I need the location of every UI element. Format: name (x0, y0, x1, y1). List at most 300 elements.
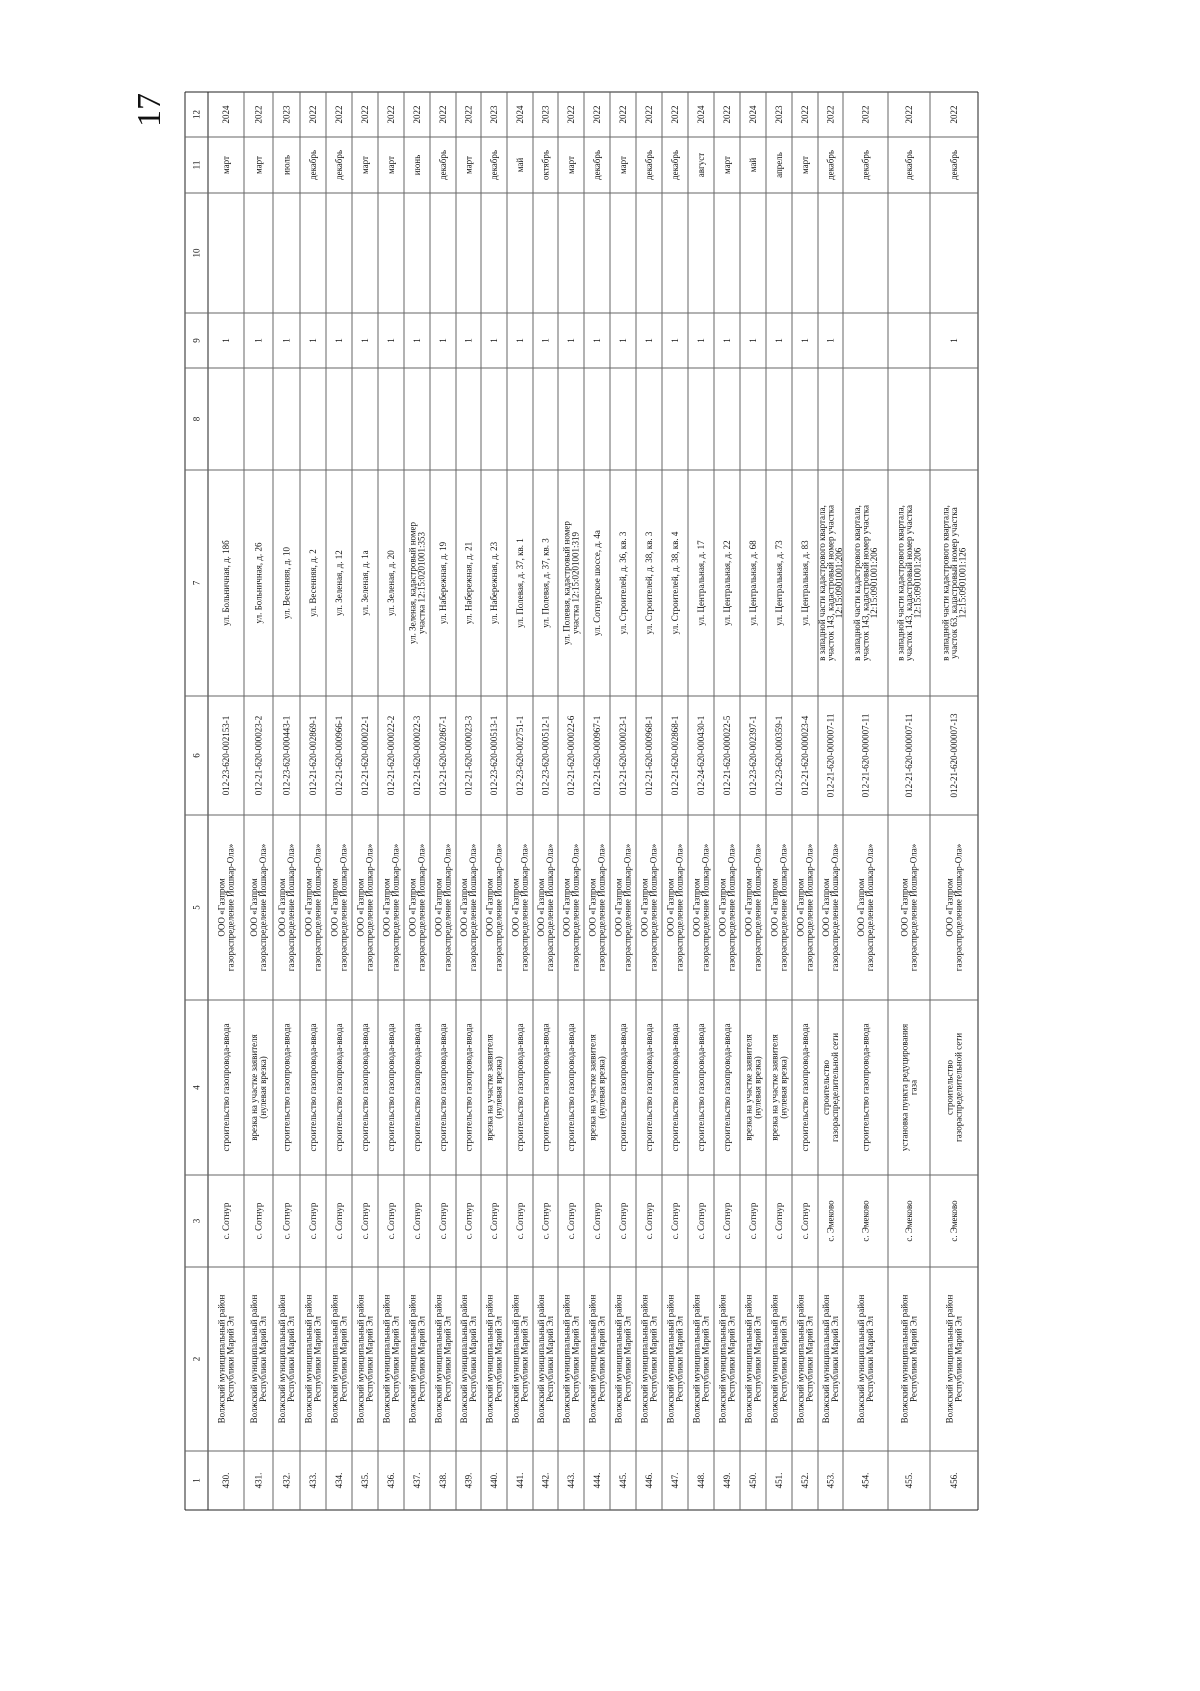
address-cell: участок 143, кадастровый номер участка (860, 505, 871, 661)
organization-cell: газораспределение Йошкар-Ола» (622, 843, 633, 972)
tech-conditions-code-cell: 012-23-620-002751-1 (515, 715, 525, 796)
month-cell: декабрь (489, 150, 499, 180)
organization-cell: ООО «Газпром (613, 878, 624, 937)
month-cell: декабрь (334, 150, 344, 180)
locality-cell: с. Сотнур (592, 1202, 602, 1240)
address-cell: 12:15:0901001:126 (957, 547, 968, 619)
address-cell: ул. Полевая, д. 37, кв. 3 (540, 538, 551, 628)
row-number: 446. (644, 1472, 654, 1489)
table-cells (192, 105, 968, 1488)
month-cell: декабрь (644, 150, 654, 180)
locality-cell: с. Эмеково (949, 1200, 959, 1242)
tech-conditions-code-cell: 012-21-620-000023-1 (618, 715, 628, 796)
work-type-cell: строительство газопровода-ввода (412, 1023, 422, 1152)
tech-conditions-code-cell: 012-23-620-000513-1 (489, 715, 499, 796)
district-cell: Волжский муниципальный район (587, 1294, 598, 1424)
district-cell: Волжский муниципальный район (407, 1294, 418, 1424)
count-cell: 1 (800, 338, 810, 343)
count-cell: 1 (334, 338, 344, 343)
row-number: 432. (281, 1472, 292, 1489)
month-cell: март (566, 156, 576, 174)
district-cell: Волжский муниципальный район (536, 1294, 547, 1424)
row-number: 440. (489, 1472, 499, 1489)
organization-cell: ООО «Газпром (743, 878, 754, 937)
row-number: 454. (860, 1472, 871, 1489)
organization-cell: газораспределение Йошкар-Ола» (752, 843, 763, 972)
year-cell: 2022 (566, 105, 576, 124)
district-cell: Республики Марий Эл (225, 1315, 236, 1403)
organization-cell: газораспределение Йошкар-Ола» (364, 843, 375, 972)
district-cell: Республики Марий Эл (285, 1315, 296, 1403)
column-header: 3 (191, 1218, 202, 1224)
page-number: 17 (131, 93, 168, 127)
work-type-cell: строительство газопровода-ввода (566, 1023, 576, 1152)
tech-conditions-code-cell: 012-21-620-000022-2 (386, 715, 396, 796)
row-number: 437. (412, 1472, 422, 1489)
work-type-cell: (нулевая врезка) (257, 1056, 268, 1119)
row-number: 445. (618, 1472, 628, 1489)
row-number: 438. (438, 1472, 448, 1489)
district-cell: Волжский муниципальный район (484, 1294, 495, 1424)
tech-conditions-code-cell: 012-21-620-000966-1 (334, 715, 344, 796)
address-cell: ул. Строителей, д. 38, кв. 4 (670, 531, 680, 635)
address-cell: ул. Полевая, д. 37, кв. 1 (515, 538, 525, 628)
locality-cell: с. Эмеково (860, 1200, 871, 1242)
tech-conditions-code-cell: 012-21-620-000022-3 (412, 715, 422, 796)
organization-cell: газораспределение Йошкар-Ола» (674, 843, 685, 972)
locality-cell: с. Сотнур (722, 1202, 732, 1240)
month-cell: декабрь (670, 150, 680, 180)
count-cell: 1 (722, 338, 732, 343)
organization-cell: ООО «Газпром (249, 878, 260, 937)
district-cell: Волжский муниципальный район (856, 1294, 867, 1424)
month-cell: октябрь (540, 150, 551, 180)
tech-conditions-code-cell: 012-21-620-000968-1 (644, 715, 654, 796)
locality-cell: с. Сотнур (386, 1202, 396, 1240)
work-type-cell: строительство газопровода-ввода (515, 1023, 525, 1152)
count-cell: 1 (463, 338, 474, 343)
district-cell: Республики Марий Эл (519, 1315, 530, 1403)
organization-cell: газораспределение Йошкар-Ола» (338, 843, 349, 972)
address-cell: участок 63, кадастровый номер участка (949, 507, 959, 659)
year-cell: 2022 (360, 105, 370, 124)
row-number: 447. (670, 1472, 680, 1489)
organization-cell: газораспределение Йошкар-Ола» (390, 843, 401, 972)
count-cell: 1 (644, 338, 654, 343)
month-cell: декабрь (438, 150, 448, 180)
organization-cell: ООО «Газпром (407, 878, 418, 937)
district-cell: Республики Марий Эл (829, 1315, 840, 1403)
locality-cell: с. Сотнур (696, 1202, 706, 1240)
locality-cell: с. Сотнур (748, 1202, 758, 1240)
column-header: 10 (191, 248, 202, 258)
locality-cell: с. Сотнур (463, 1202, 474, 1240)
organization-cell: ООО «Газпром (381, 878, 392, 937)
count-cell: 1 (386, 338, 396, 343)
district-cell: Волжский муниципальный район (639, 1294, 650, 1424)
address-cell: участок 143, кадастровый номер участка (904, 505, 914, 661)
year-cell: 2022 (253, 105, 264, 124)
month-cell: май (748, 157, 758, 173)
organization-cell: газораспределение Йошкар-Ола» (778, 843, 789, 972)
tech-conditions-code-cell: 012-21-620-002869-1 (308, 715, 318, 796)
row-number: 431. (253, 1472, 264, 1489)
work-type-cell: строительство газопровода-ввода (800, 1023, 810, 1152)
count-cell: 1 (592, 338, 602, 343)
tech-conditions-code-cell: 012-21-620-000022-5 (722, 715, 732, 796)
district-cell: Волжский муниципальный район (277, 1294, 288, 1424)
district-cell: Волжский муниципальный район (899, 1294, 910, 1424)
month-cell: апрель (774, 152, 784, 178)
organization-cell: газораспределение Йошкар-Ола» (544, 843, 555, 972)
row-number: 450. (748, 1472, 758, 1489)
organization-cell: газораспределение Йошкар-Ола» (864, 843, 875, 972)
work-type-cell: установка пункта редуцирования (899, 1023, 910, 1152)
work-type-cell: (нулевая врезка) (596, 1056, 607, 1119)
work-type-cell: строительство газопровода-ввода (670, 1023, 680, 1152)
count-cell: 1 (281, 338, 292, 343)
organization-cell: ООО «Газпром (303, 878, 314, 937)
tech-conditions-code-cell: 012-21-620-000022-1 (360, 715, 370, 796)
year-cell: 2022 (722, 105, 732, 124)
year-cell: 2024 (696, 105, 706, 124)
district-cell: Республики Марий Эл (544, 1315, 555, 1403)
count-cell: 1 (412, 338, 422, 343)
address-cell: в западной части кадастрового квартала, (940, 505, 951, 661)
row-number: 434. (334, 1472, 344, 1489)
district-cell: Волжский муниципальный район (944, 1294, 955, 1424)
organization-cell: ООО «Газпром (433, 878, 444, 937)
organization-cell: ООО «Газпром (355, 878, 366, 937)
column-header: 9 (191, 338, 202, 343)
organization-cell: ООО «Газпром (587, 878, 598, 937)
address-cell: 12:15:0901001:206 (834, 547, 845, 619)
row-number: 449. (722, 1472, 732, 1489)
organization-cell: ООО «Газпром (899, 878, 910, 937)
tech-conditions-code-cell: 012-21-620-000967-1 (592, 715, 602, 796)
month-cell: май (515, 157, 525, 173)
district-cell: Волжский муниципальный район (613, 1294, 624, 1424)
work-type-cell: строительство газопровода-ввода (860, 1023, 871, 1152)
organization-cell: ООО «Газпром (769, 878, 780, 937)
count-cell: 1 (748, 338, 758, 343)
work-type-cell: строительство газопровода-ввода (644, 1023, 654, 1152)
year-cell: 2022 (386, 105, 396, 124)
organization-cell: ООО «Газпром (717, 878, 728, 937)
organization-cell: ООО «Газпром (329, 878, 340, 937)
district-cell: Волжский муниципальный район (769, 1294, 780, 1424)
district-cell: Волжский муниципальный район (216, 1294, 227, 1424)
district-cell: Волжский муниципальный район (510, 1294, 521, 1424)
year-cell: 2022 (644, 105, 654, 124)
work-type-cell: врезка на участке заявителя (587, 1034, 598, 1141)
row-number: 439. (463, 1472, 474, 1489)
tech-conditions-code-cell: 012-21-620-000007-11 (825, 713, 836, 798)
organization-cell: газораспределение Йошкар-Ола» (285, 843, 296, 972)
year-cell: 2022 (670, 105, 680, 124)
row-number: 441. (515, 1472, 525, 1489)
organization-cell: ООО «Газпром (795, 878, 806, 937)
address-cell: 12:15:0901001:206 (912, 547, 923, 619)
row-number: 442. (540, 1472, 551, 1489)
locality-cell: с. Сотнур (438, 1202, 448, 1240)
address-cell: ул. Строителей, д. 38, кв. 3 (644, 531, 654, 635)
column-header: 1 (191, 1478, 202, 1483)
district-cell: Волжский муниципальный район (691, 1294, 702, 1424)
year-cell: 2024 (221, 105, 231, 124)
tech-conditions-code-cell: 012-21-620-000023-4 (800, 715, 810, 796)
row-number: 453. (825, 1472, 836, 1489)
district-cell: Волжский муниципальный район (795, 1294, 806, 1424)
column-header: 2 (191, 1356, 202, 1362)
work-type-cell: строительство газопровода-ввода (334, 1023, 344, 1152)
count-cell: 1 (670, 338, 680, 343)
row-number: 452. (800, 1472, 810, 1489)
count-cell: 1 (540, 338, 551, 343)
locality-cell: с. Сотнур (221, 1202, 231, 1240)
organization-cell: газораспределение Йошкар-Ола» (596, 843, 607, 972)
month-cell: декабрь (860, 150, 871, 180)
district-cell: Волжский муниципальный район (459, 1294, 470, 1424)
address-cell: ул. Набережная, д. 19 (438, 541, 448, 625)
district-cell: Республики Марий Эл (908, 1315, 919, 1403)
organization-cell: газораспределение Йошкар-Ола» (648, 843, 659, 972)
district-cell: Республики Марий Эл (596, 1315, 607, 1403)
row-number: 448. (696, 1472, 706, 1489)
district-cell: Республики Марий Эл (416, 1315, 427, 1403)
tech-conditions-code-cell: 012-23-620-002397-1 (748, 715, 758, 796)
work-type-cell: строительство газопровода-ввода (281, 1023, 292, 1152)
work-type-cell: газораспределительной сети (953, 1032, 964, 1143)
month-cell: декабрь (825, 150, 836, 180)
district-cell: Республики Марий Эл (622, 1315, 633, 1403)
row-number: 430. (221, 1472, 231, 1489)
organization-cell: ООО «Газпром (459, 878, 470, 937)
work-type-cell: газа (908, 1079, 919, 1096)
district-cell: Республики Марий Эл (778, 1315, 789, 1403)
locality-cell: с. Сотнур (566, 1202, 576, 1240)
locality-cell: с. Сотнур (800, 1202, 810, 1240)
address-cell: ул. Набережная, д. 21 (463, 541, 474, 625)
month-cell: июль (281, 155, 292, 175)
count-cell: 1 (618, 338, 628, 343)
work-type-cell: строительство газопровода-ввода (463, 1023, 474, 1152)
district-cell: Республики Марий Эл (493, 1315, 504, 1403)
district-cell: Республики Марий Эл (467, 1315, 478, 1403)
organization-cell: ООО «Газпром (536, 878, 547, 937)
address-cell: ул. Зеленая, д. 20 (386, 550, 396, 616)
address-cell: ул. Весенняя, д. 2 (308, 549, 318, 617)
year-cell: 2023 (489, 105, 499, 124)
locality-cell: с. Сотнур (774, 1202, 784, 1240)
column-header: 6 (191, 753, 202, 758)
organization-cell: газораспределение Йошкар-Ола» (908, 843, 919, 972)
column-header: 5 (191, 905, 202, 910)
row-number: 443. (566, 1472, 576, 1489)
month-cell: декабрь (904, 150, 914, 180)
locality-cell: с. Сотнур (515, 1202, 525, 1240)
count-cell: 1 (438, 338, 448, 343)
organization-cell: газораспределение Йошкар-Ола» (225, 843, 236, 972)
tech-conditions-code-cell: 012-21-620-000023-3 (463, 715, 474, 796)
district-cell: Республики Марий Эл (726, 1315, 737, 1403)
year-cell: 2024 (515, 105, 525, 124)
district-cell: Волжский муниципальный район (355, 1294, 366, 1424)
tech-conditions-code-cell: 012-23-620-000359-1 (774, 715, 784, 796)
district-cell: Республики Марий Эл (648, 1315, 659, 1403)
column-header: 7 (191, 580, 202, 586)
count-cell: 1 (489, 338, 499, 343)
locality-cell: с. Сотнур (670, 1202, 680, 1240)
column-header: 8 (191, 416, 202, 422)
work-type-cell: строительство (944, 1060, 955, 1115)
organization-cell: ООО «Газпром (561, 878, 572, 937)
district-cell: Волжский муниципальный район (665, 1294, 676, 1424)
year-cell: 2024 (748, 105, 758, 124)
work-type-cell: (нулевая врезка) (752, 1056, 763, 1119)
locality-cell: с. Сотнур (618, 1202, 628, 1240)
organization-cell: ООО «Газпром (665, 878, 676, 937)
row-number: 436. (386, 1472, 396, 1489)
tech-conditions-code-cell: 012-21-620-000023-2 (253, 715, 264, 796)
tech-conditions-code-cell: 012-21-620-000007-13 (949, 713, 959, 798)
district-cell: Волжский муниципальный район (303, 1294, 314, 1424)
address-cell: ул. Больничная, д. 26 (253, 542, 264, 624)
year-cell: 2023 (540, 105, 551, 124)
tech-conditions-code-cell: 012-21-620-002867-1 (438, 715, 448, 796)
column-header: 11 (191, 160, 202, 170)
year-cell: 2022 (904, 105, 914, 124)
organization-cell: газораспределение Йошкар-Ола» (953, 843, 964, 972)
organization-cell: газораспределение Йошкар-Ола» (493, 843, 504, 972)
address-cell: в западной части кадастрового квартала, (851, 505, 862, 661)
count-cell: 1 (308, 338, 318, 343)
organization-cell: ООО «Газпром (484, 878, 495, 937)
work-type-cell: газораспределительной сети (829, 1032, 840, 1143)
locality-cell: с. Сотнур (644, 1202, 654, 1240)
district-cell: Республики Марий Эл (674, 1315, 685, 1403)
work-type-cell: строительство газопровода-ввода (360, 1023, 370, 1152)
district-cell: Республики Марий Эл (752, 1315, 763, 1403)
row-number: 451. (774, 1472, 784, 1489)
address-cell: ул. Центральная, д. 83 (800, 540, 810, 626)
locality-cell: с. Сотнур (360, 1202, 370, 1240)
address-cell: ул. Больничная, д. 18б (221, 540, 231, 626)
month-cell: март (221, 156, 231, 174)
address-cell: ул. Центральная, д. 22 (722, 540, 732, 626)
district-cell: Волжский муниципальный район (561, 1294, 572, 1424)
work-type-cell: строительство (821, 1060, 832, 1115)
organization-cell: ООО «Газпром (216, 878, 227, 937)
work-type-cell: строительство газопровода-ввода (438, 1023, 448, 1152)
month-cell: декабрь (592, 150, 602, 180)
tech-conditions-code-cell: 012-21-620-002868-1 (670, 715, 680, 796)
year-cell: 2022 (308, 105, 318, 124)
row-number: 456. (949, 1472, 959, 1489)
year-cell: 2022 (949, 105, 959, 124)
work-type-cell: (нулевая врезка) (778, 1056, 789, 1119)
row-number: 433. (308, 1472, 318, 1489)
address-cell: в западной части кадастрового квартала, (895, 505, 906, 661)
district-cell: Республики Марий Эл (390, 1315, 401, 1403)
month-cell: март (253, 156, 264, 174)
organization-cell: газораспределение Йошкар-Ола» (519, 843, 530, 972)
district-cell: Волжский муниципальный район (717, 1294, 728, 1424)
month-cell: март (722, 156, 732, 174)
locality-cell: с. Сотнур (412, 1202, 422, 1240)
address-cell: участка 12:15:0201001:353 (416, 532, 427, 634)
district-cell: Республики Марий Эл (442, 1315, 453, 1403)
district-cell: Республики Марий Эл (257, 1315, 268, 1403)
locality-cell: с. Сотнур (489, 1202, 499, 1240)
year-cell: 2022 (334, 105, 344, 124)
month-cell: декабрь (308, 150, 318, 180)
district-cell: Республики Марий Эл (338, 1315, 349, 1403)
work-type-cell: строительство газопровода-ввода (696, 1023, 706, 1152)
organization-cell: газораспределение Йошкар-Ола» (442, 843, 453, 972)
address-cell: ул. Сотнурское шоссе, д. 4а (592, 530, 602, 636)
row-number: 444. (592, 1472, 602, 1489)
district-cell: Волжский муниципальный район (433, 1294, 444, 1424)
district-cell: Волжский муниципальный район (381, 1294, 392, 1424)
organization-cell: газораспределение Йошкар-Ола» (257, 843, 268, 972)
work-type-cell: врезка на участке заявителя (743, 1034, 754, 1141)
address-cell: участка 12:15:0201001:319 (570, 532, 581, 634)
district-cell: Республики Марий Эл (804, 1315, 815, 1403)
address-cell: ул. Набережная, д. 23 (489, 541, 499, 625)
year-cell: 2022 (592, 105, 602, 124)
address-cell: ул. Зеленая, д. 12 (334, 550, 344, 616)
organization-cell: газораспределение Йошкар-Ола» (467, 843, 478, 972)
organization-cell: газораспределение Йошкар-Ола» (829, 843, 840, 972)
year-cell: 2022 (438, 105, 448, 124)
organization-cell: газораспределение Йошкар-Ола» (804, 843, 815, 972)
locality-cell: с. Сотнур (308, 1202, 318, 1240)
month-cell: март (463, 156, 474, 174)
address-cell: ул. Весенняя, д. 10 (281, 547, 292, 619)
year-cell: 2023 (774, 105, 784, 124)
work-type-cell: строительство газопровода-ввода (618, 1023, 628, 1152)
locality-cell: с. Эмеково (904, 1200, 914, 1242)
count-cell: 1 (949, 338, 959, 343)
count-cell: 1 (566, 338, 576, 343)
count-cell: 1 (515, 338, 525, 343)
district-cell: Республики Марий Эл (864, 1315, 875, 1403)
year-cell: 2022 (463, 105, 474, 124)
locality-cell: с. Эмеково (825, 1200, 836, 1242)
organization-cell: ООО «Газпром (691, 878, 702, 937)
work-type-cell: врезка на участке заявителя (249, 1034, 260, 1141)
address-cell: ул. Центральная, д. 17 (696, 540, 706, 626)
address-cell: участок 143, кадастровый номер участка (825, 505, 836, 661)
count-cell: 1 (774, 338, 784, 343)
year-cell: 2022 (618, 105, 628, 124)
address-cell: 12:15:0901001:206 (869, 547, 880, 619)
month-cell: июнь (412, 154, 422, 176)
tech-conditions-code-cell: 012-23-620-000443-1 (281, 715, 292, 796)
address-cell: в западной части кадастрового квартала, (816, 505, 827, 661)
address-cell: ул. Зеленая, д. 1а (360, 550, 370, 616)
organization-cell: ООО «Газпром (856, 878, 867, 937)
district-cell: Республики Марий Эл (364, 1315, 375, 1403)
work-type-cell: строительство газопровода-ввода (540, 1023, 551, 1152)
district-cell: Республики Марий Эл (953, 1315, 964, 1403)
row-number: 435. (360, 1472, 370, 1489)
row-number: 455. (904, 1472, 914, 1489)
count-cell: 1 (221, 338, 231, 343)
work-type-cell: строительство газопровода-ввода (386, 1023, 396, 1152)
work-type-cell: строительство газопровода-ввода (221, 1023, 231, 1152)
